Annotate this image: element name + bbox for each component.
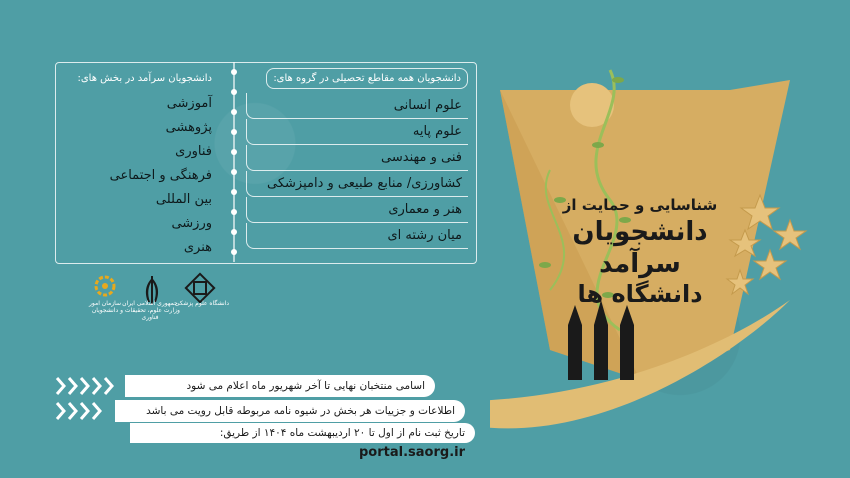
group-item: علوم انسانی [246,93,468,119]
art-line4: دانشگاه ها [577,280,703,308]
award-artwork [490,50,810,440]
section-item: پژوهشی [165,120,212,135]
groups-title: دانشجویان همه مقاطع تحصیلی در گروه های: [266,68,468,89]
section-item: فرهنگی و اجتماعی [109,168,212,183]
group-item: علوم پایه [246,119,468,145]
ornament-divider [228,62,240,262]
section-item: هنری [183,240,212,255]
chevrons-1 [55,375,115,397]
section-item: فناوری [175,144,212,159]
banner-registration [130,423,475,460]
art-line1: شناسایی و حمایت از [562,196,718,214]
ministry-logo-label: جمهوری اسلامی ایران وزارت علوم، تحقیقات و فناوری [120,300,180,321]
group-item: هنر و معماری [246,197,468,223]
banner-results: اسامی منتخبان نهایی تا آخر شهریور ماه اعلام می شود [125,375,435,397]
section-item: ورزشی [171,216,212,231]
groups-column [246,66,468,249]
portal-link[interactable]: portal.saorg.ir [359,445,465,460]
art-line3: سرآمد [599,249,681,279]
banner-details: اطلاعات و جزییات هر بخش در شیوه نامه مربوطه قابل رویت می باشد [115,400,465,422]
art-line2: دانشجویان [572,217,708,247]
group-item: فنی و مهندسی [246,145,468,171]
section-item: آموزشی [166,96,212,111]
logos-row [80,272,240,332]
section-item: بین المللی [155,192,212,207]
org-logo-label: سازمان امور دانشجویان [89,300,121,314]
registration-text: تاریخ ثبت نام از اول تا ۲۰ اردیبهشت ماه ۱۴۰۴ از طریق: [219,427,465,439]
sections-column [62,66,212,260]
university-logo-label: دانشگاه علوم پزشکی [174,300,230,307]
sections-title: دانشجویان سرآمد در بخش های: [77,73,212,84]
chevrons-2 [55,400,103,422]
group-item: کشاورزی/ منابع طبیعی و دامپزشکی [246,171,468,197]
group-item: میان رشته ای [246,223,468,249]
